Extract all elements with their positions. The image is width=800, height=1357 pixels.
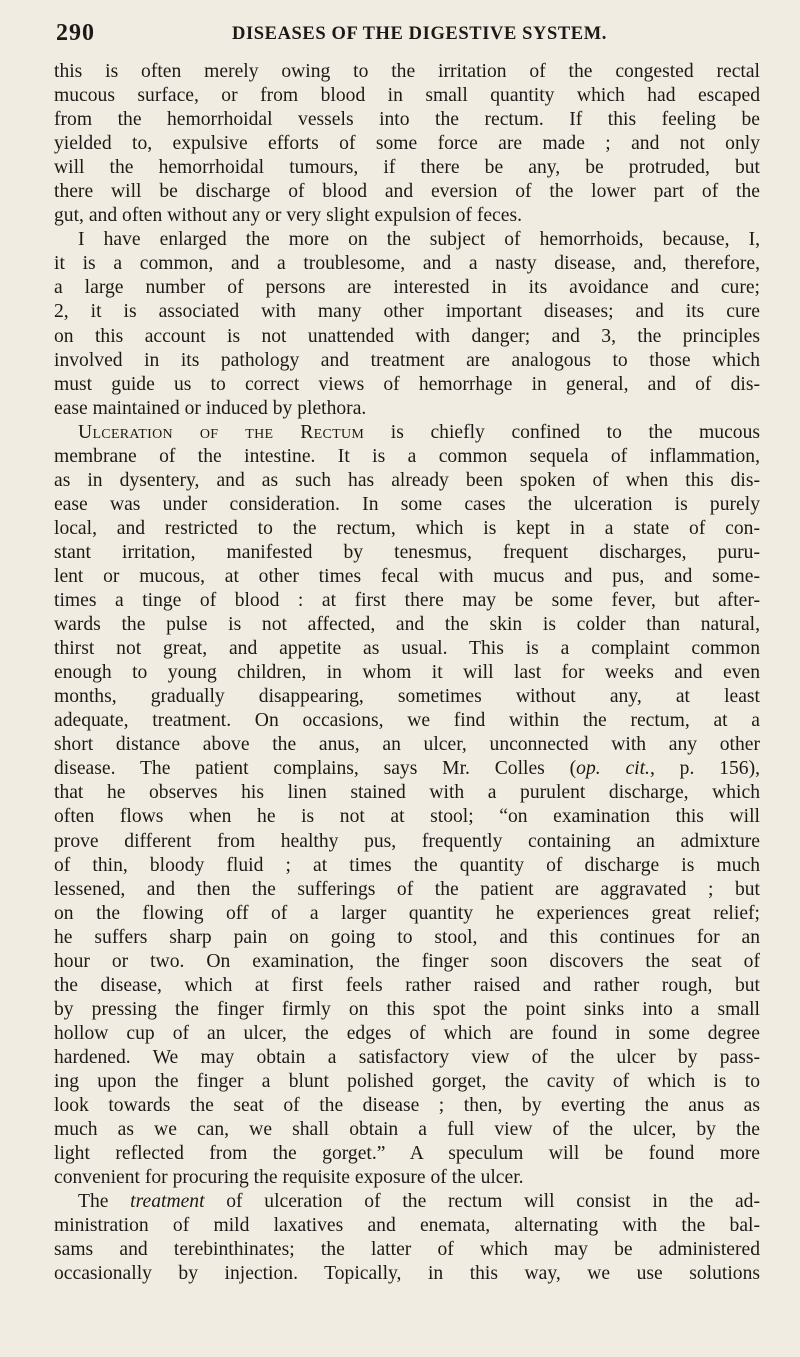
text-line: from the hemorrhoidal vessels into the rectum. If this feeling be [54, 109, 760, 131]
text-line: convenient for procuring the requisite exposure of the ulcer. [54, 1167, 524, 1189]
treatment-tail: of ulceration of the rectum will consist in the ad- [204, 1191, 760, 1213]
text-line: often flows when he is not at stool; “on examination this will [54, 806, 760, 828]
citation-italic: op. cit. [576, 758, 650, 780]
text-line: mucous surface, or from blood in small quantity which had escaped [54, 85, 760, 107]
text-line: stant irritation, manifested by tenesmus, frequent discharges, puru- [54, 541, 760, 563]
section-heading-line [54, 421, 760, 445]
text-line: ing upon the finger a blunt polished gorget, the cavity of which is to [54, 1070, 760, 1092]
text-line: thirst not great, and appetite as usual. This is a complaint common [54, 638, 760, 660]
text-line: hour or two. On examination, the finger soon discovers the seat of [54, 950, 760, 972]
text-line: ease maintained or induced by plethora. [54, 397, 367, 419]
text-line: times a tinge of blood : at first there may be some fever, but after- [54, 590, 760, 612]
page-number: 290 [56, 20, 95, 46]
text-line: ease was under consideration. In some cases the ulceration is purely [54, 493, 760, 515]
text-line: lessened, and then the sufferings of the patient are aggravated ; but [54, 878, 760, 900]
heading-line-rest: is chiefly confined to the mucous [364, 421, 760, 443]
text-line: must guide us to correct views of hemorrhage in general, and of dis- [54, 373, 760, 395]
text-line: as in dysentery, and as such has already been spoken of when this dis- [54, 469, 760, 491]
text-line: yielded to, expulsive efforts of some force are made ; and not only [54, 133, 760, 155]
text-line: ministration of mild laxatives and enemata, alternating with the bal- [54, 1215, 760, 1237]
text-line: local, and restricted to the rectum, which is kept in a state of con- [54, 517, 760, 539]
treatment-lead: The [78, 1191, 131, 1213]
text-line: look towards the seat of the disease ; then, by everting the anus as [54, 1095, 760, 1117]
text-line: the disease, which at first feels rather raised and rather rough, but [54, 974, 760, 996]
text-line: this is often merely owing to the irritation of the congested rectal [54, 61, 760, 82]
section-heading: Ulceration of the Rectum [78, 421, 365, 443]
treatment-italic: treatment [130, 1191, 205, 1213]
text-line: a large number of persons are interested in its avoidance and cure; [54, 277, 760, 299]
text-line: I have enlarged the more on the subject of hemorrhoids, because, I, [78, 229, 760, 251]
text-line: adequate, treatment. On occasions, we find within the rectum, at a [54, 710, 760, 732]
text-line: sams and terebinthinates; the latter of which may be administered [54, 1239, 760, 1261]
text-line: enough to young children, in whom it will last for weeks and even [54, 662, 760, 684]
body-text [54, 60, 760, 1286]
text-line: much as we can, we shall obtain a full view of the ulcer, by the [54, 1119, 760, 1141]
text-line: lent or mucous, at other times fecal with mucus and pus, and some- [54, 565, 760, 587]
header-title: DISEASES OF THE DIGESTIVE SYSTEM. [232, 24, 608, 44]
text-line: there will be discharge of blood and eversion of the lower part of the [54, 181, 760, 203]
text-line: by pressing the finger firmly on this spot the point sinks into a small [54, 998, 760, 1020]
text-line: months, gradually disappearing, sometimes without any, at least [54, 686, 760, 708]
text-line: occasionally by injection. Topically, in this way, we use solutions [54, 1263, 760, 1285]
text-line: 2, it is associated with many other important diseases; and its cure [54, 301, 760, 323]
text-line: on this account is not unattended with danger; and 3, the principles [54, 325, 760, 347]
text-line: hollow cup of an ulcer, the edges of which are found in some degree [54, 1022, 760, 1044]
text-line: on the flowing off of a larger quantity he experiences great relief; [54, 902, 760, 924]
text-line: involved in its pathology and treatment are analogous to those which [54, 349, 760, 371]
text-line: short distance above the anus, an ulcer, unconnected with any other [54, 734, 760, 756]
citation-tail: , p. 156), [649, 758, 760, 780]
treatment-line [54, 1190, 760, 1214]
running-head [54, 20, 760, 60]
text-line: gut, and often without any or very slight expulsion of feces. [54, 205, 522, 227]
citation-line [54, 757, 760, 781]
text-line: wards the pulse is not affected, and the skin is colder than natural, [54, 614, 760, 636]
text-line: prove different from healthy pus, frequently containing an admixture [54, 830, 760, 852]
text-line: membrane of the intestine. It is a common sequela of inflammation, [54, 445, 760, 467]
text-line: that he observes his linen stained with a purulent discharge, which [54, 782, 760, 804]
text-line: of thin, bloody fluid ; at times the quantity of discharge is much [54, 854, 760, 876]
text-line: hardened. We may obtain a satisfactory view of the ulcer by pass- [54, 1046, 760, 1068]
text-line: light reflected from the gorget.” A speculum will be found more [54, 1143, 760, 1165]
citation-lead: disease. The patient complains, says Mr. Colles ( [54, 758, 577, 780]
text-line: it is a common, and a troublesome, and a nasty disease, and, therefore, [54, 253, 760, 275]
text-line: he suffers sharp pain on going to stool, and this continues for an [54, 926, 760, 948]
text-line: will the hemorrhoidal tumours, if there be any, be protruded, but [54, 157, 760, 179]
